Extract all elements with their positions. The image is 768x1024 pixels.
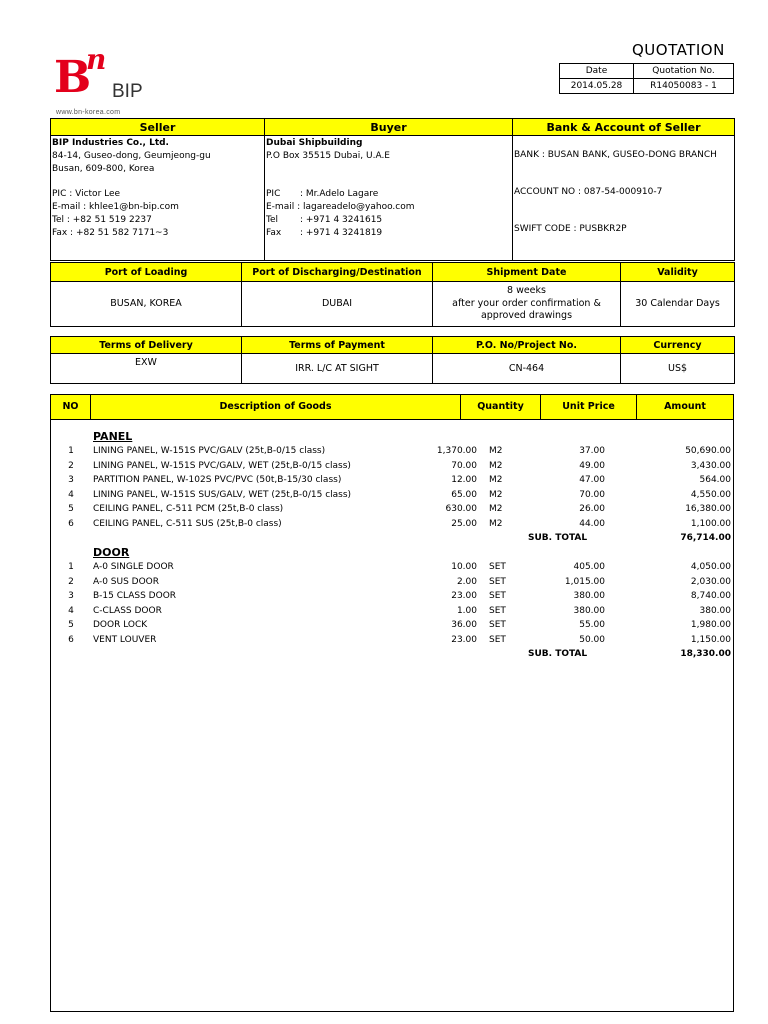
date-label: Date	[560, 64, 634, 79]
goods-table	[50, 394, 734, 1012]
seller-fax: Fax : +82 51 582 7171~3	[52, 227, 169, 238]
table-row: 4 C-CLASS DOOR 1.00 SET 380.00 380.00	[68, 605, 731, 616]
seller-tel: Tel : +82 51 519 2237	[52, 214, 152, 225]
shipping-table	[50, 262, 735, 327]
table-row: 1 LINING PANEL, W-151S PVC/GALV (25t,B-0/15 class) 1,370.00 M2 37.00 50,690.00	[68, 446, 731, 456]
quantity-header: Quantity	[461, 395, 541, 419]
po-number-header: P.O. No/Project No.	[433, 337, 621, 354]
parties-table	[50, 118, 735, 261]
seller-name: BIP Industries Co., Ltd.	[52, 138, 169, 148]
buyer-name: Dubai Shipbuilding	[266, 138, 363, 148]
currency-value: US$	[621, 354, 735, 384]
description-header: Description of Goods	[91, 395, 461, 419]
seller-info	[51, 136, 265, 261]
goods-header-row	[51, 395, 733, 420]
port-loading-value: BUSAN, KOREA	[51, 282, 242, 327]
table-row: 5 CEILING PANEL, C-511 PCM (25t,B-0 class) 630.00 M2 26.00 16,380.00	[68, 504, 731, 514]
payment-terms-value: IRR. L/C AT SIGHT	[242, 354, 433, 384]
logo-url: www.bn-korea.com	[56, 109, 121, 116]
table-row: 4 LINING PANEL, W-151S SUS/GALV, WET (25t,B-0/15 class) 65.00 M2 70.00 4,550.00	[68, 489, 731, 500]
shipment-date-value: 8 weeks after your order confirmation & approved drawings	[433, 282, 621, 327]
company-logo	[54, 43, 164, 118]
buyer-pic: PIC : Mr.Adelo Lagare	[266, 189, 379, 200]
port-discharge-value: DUBAI	[242, 282, 433, 327]
seller-address-1: 84-14, Guseo-dong, Geumjeong-gu	[52, 150, 211, 161]
bank-header: Bank & Account of Seller	[513, 119, 735, 136]
buyer-header: Buyer	[265, 119, 513, 136]
currency-header: Currency	[621, 337, 735, 354]
port-discharge-header: Port of Discharging/Destination	[242, 263, 433, 282]
quotation-no-label: Quotation No.	[634, 64, 734, 79]
buyer-email: E-mail : lagareadelo@yahoo.com	[266, 201, 415, 212]
no-header: NO	[51, 395, 91, 419]
table-row: 3 PARTITION PANEL, W-102S PVC/PVC (50t,B-15/30 class) 12.00 M2 47.00 564.00	[68, 475, 731, 485]
buyer-tel: Tel : +971 4 3241615	[266, 214, 383, 225]
quotation-no-value: R14050083 - 1	[634, 79, 734, 94]
seller-address-2: Busan, 609-800, Korea	[52, 163, 155, 174]
seller-pic: PIC : Victor Lee	[52, 189, 121, 200]
amount-header: Amount	[664, 401, 706, 412]
section-title-door: DOOR	[93, 546, 130, 559]
table-row: 6 VENT LOUVER 23.00 SET 50.00 1,150.00	[68, 634, 731, 645]
validity-value: 30 Calendar Days	[621, 282, 735, 327]
validity-header: Validity	[621, 263, 735, 282]
table-row: 3 B-15 CLASS DOOR 23.00 SET 380.00 8,740.00	[68, 591, 731, 601]
section-title-panel: PANEL	[93, 430, 133, 443]
port-loading-header: Port of Loading	[51, 263, 242, 282]
table-row: 1 A-0 SINGLE DOOR 10.00 SET 405.00 4,050.00	[68, 562, 731, 572]
bank-swift: SWIFT CODE : PUSBKR2P	[514, 223, 627, 234]
logo-mark-b: B	[54, 52, 92, 103]
logo-brand: BIP	[112, 81, 143, 102]
seller-header: Seller	[51, 119, 265, 136]
subtotal-row-panel: SUB. TOTAL 76,714.00	[528, 532, 731, 543]
document-title: QUOTATION	[632, 41, 725, 59]
buyer-address: P.O Box 35515 Dubai, U.A.E	[266, 150, 390, 161]
date-value: 2014.05.28	[560, 79, 634, 94]
po-number-value: CN-464	[433, 354, 621, 384]
table-row: 2 A-0 SUS DOOR 2.00 SET 1,015.00 2,030.00	[68, 576, 731, 587]
quotation-meta-table	[559, 63, 734, 94]
buyer-info	[265, 136, 513, 261]
buyer-fax: Fax : +971 4 3241819	[266, 227, 383, 238]
unit-price-header: Unit Price	[541, 395, 637, 419]
table-row: 2 LINING PANEL, W-151S PVC/GALV, WET (25t,B-0/15 class) 70.00 M2 49.00 3,430.00	[68, 460, 731, 471]
bank-account: ACCOUNT NO : 087-54-000910-7	[514, 186, 663, 197]
table-row: 6 CEILING PANEL, C-511 SUS (25t,B-0 class) 25.00 M2 44.00 1,100.00	[68, 518, 731, 529]
delivery-terms-value: EXW	[51, 354, 242, 384]
bank-name: BANK : BUSAN BANK, GUSEO-DONG BRANCH	[514, 150, 717, 160]
table-row: 5 DOOR LOCK 36.00 SET 55.00 1,980.00	[68, 620, 731, 630]
shipment-date-header: Shipment Date	[433, 263, 621, 282]
payment-terms-header: Terms of Payment	[242, 337, 433, 354]
seller-email: E-mail : khlee1@bn-bip.com	[52, 201, 179, 212]
subtotal-row-door: SUB. TOTAL 18,330.00	[528, 649, 731, 659]
logo-mark-n: n	[86, 43, 107, 76]
bank-info	[513, 136, 735, 261]
terms-table	[50, 336, 735, 384]
delivery-terms-header: Terms of Delivery	[51, 337, 242, 354]
